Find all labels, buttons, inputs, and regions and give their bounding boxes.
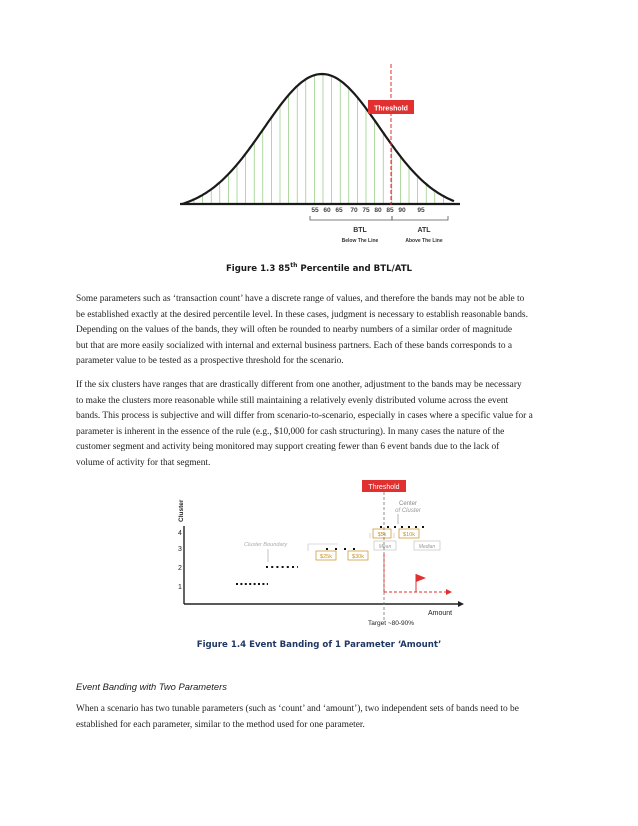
percentile-tick-label: 95 [417,207,425,214]
percentile-tick-label: 55 [311,207,319,214]
percentile-tick-label: 70 [350,207,358,214]
center-of-cluster-label-2: of Cluster [395,508,421,514]
btl-label: BTL [353,227,367,234]
paragraph-1: Some parameters such as ‘transaction count’ have a discrete range of values, and therefore the bands may not be able to be established exactly at the desired percentile level. In these cases, judgment is necessary to establish reasonable bands. Depending on the values of the bands, they will often be rounded to nearby numbers of a similar order of magnitude but that are more easily socialized with internal and external business partners. Each of these bands corresponds to a parameter value to be tested as a prospective threshold for the scenario. [76,294,528,367]
box-10k-label: $10k [403,532,415,538]
x-axis-arrow [458,601,464,607]
threshold-label-2: Threshold [368,484,400,491]
threshold-label: Threshold [374,105,408,113]
event-banding-figure [170,478,470,628]
atl-bracket [392,216,448,220]
section-heading: Event Banding with Two Parameters [76,681,227,692]
x-axis-label: Amount [428,610,453,617]
percentile-tick-label: 60 [323,207,331,214]
box-5k-label: $5k [377,532,387,538]
percentile-curve-figure [170,60,470,250]
y-axis-label: Cluster [178,499,185,522]
cluster-boundary-label: Cluster Boundary [244,542,288,548]
mean-label: Mean [378,544,392,550]
box-25k-label: $25k [320,554,332,560]
atl-label: ATL [417,227,431,234]
y-tick-2: 2 [178,565,182,572]
btl-bracket [310,216,392,220]
curve-grid-lines [194,74,443,204]
median-label: Median [418,544,436,550]
percentile-tick-label: 90 [398,207,406,214]
y-tick-1: 1 [178,584,182,591]
btl-sublabel: Below The Line [341,238,379,244]
paragraph-3: When a scenario has two tunable parameters (such as ‘count’ and ‘amount’), two independent sets of bands need to be established for each parameter, similar to the method used for one parameter. [76,704,519,730]
flag-icon [416,574,426,582]
percentile-tick-label: 75 [362,207,370,214]
atl-sublabel: Above The Line [405,238,443,244]
flag-arrow-head [446,589,452,595]
y-tick-3: 3 [178,546,182,553]
figure-1-3-caption: Figure 1.3 85th Percentile and BTL/ATL [225,262,413,274]
target-label: Target ~80-90% [367,620,415,627]
bell-curve [182,74,454,204]
paragraph-2: If the six clusters have ranges that are drastically different from one another, adjustment to the bands may be necessary to make the clusters more reasonable while still maintaining a relatively evenly distributed volume across the event bands. This process is subjective and will differ from scenario-to-scenario, especially in cases where a specific value for a parameter is inherent in the essence of the rule (e.g., $10,000 for cash structuring). In many cases the nature of the customer segment and activity being monitored may support creating fewer than 6 event bands due to the lack of volume of activity for that segment. [76,380,533,468]
y-tick-4: 4 [178,530,182,537]
center-of-cluster-label-1: Center [398,501,418,507]
percentile-tick-label: 85 [386,207,394,214]
box-30k-label: $30k [352,554,364,560]
percentile-tick-label: 80 [374,207,382,214]
percentile-tick-label: 65 [335,207,343,214]
figure-1-4-caption: Figure 1.4 Event Banding of 1 Parameter ‘Amount’ [196,640,442,650]
